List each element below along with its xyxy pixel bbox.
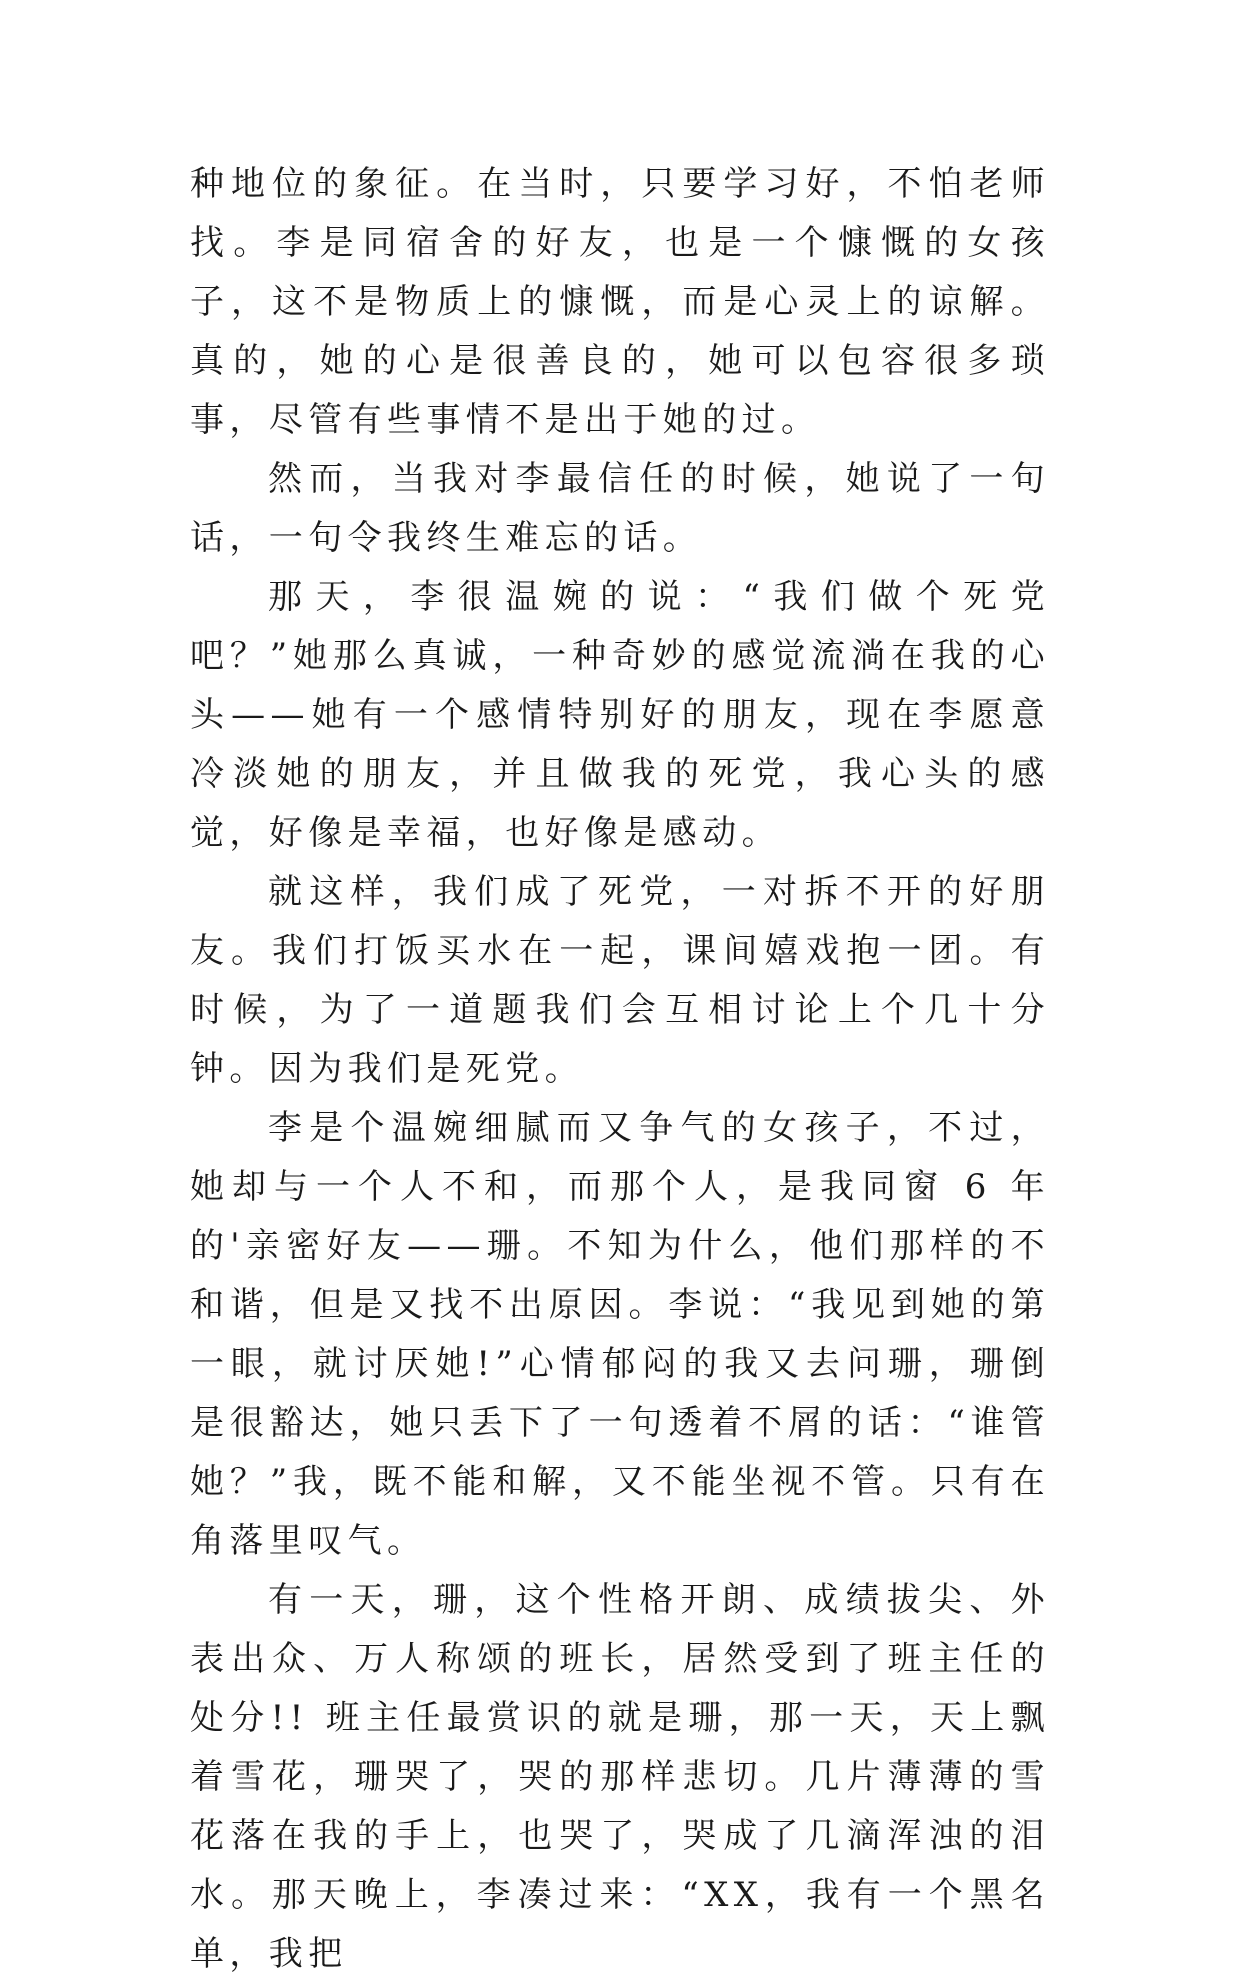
paragraph-3: 那天，李很温婉的说：“我们做个死党吧？”她那么真诚，一种奇妙的感觉流淌在我的心头——她有一个感情特别好的朋友，现在李愿意冷淡她的朋友，并且做我的死党，我心头的感觉，好像是幸福，也好像是感动。 [190,577,1050,853]
document-body [190,155,1050,1984]
paragraph-5: 李是个温婉细腻而又争气的女孩子，不过，她却与一个人不和，而那个人，是我同窗 6 年的'亲密好友——珊。不知为什么，他们那样的不和谐，但是又找不出原因。李说：“我见到她的第一眼，就讨厌她!”心情郁闷的我又去问珊，珊倒是很豁达，她只丢下了一句透着不屑的话：“谁管她？”我，既不能和解，又不能坐视不管。只有在角落里叹气。 [190,1108,1050,1561]
paragraph-6: 有一天，珊，这个性格开朗、成绩拔尖、外表出众、万人称颂的班长，居然受到了班主任的处分!! 班主任最赏识的就是珊，那一天，天上飘着雪花，珊哭了，哭的那样悲切。几片薄薄的雪花落在我的手上，也哭了，哭成了几滴浑浊的泪水。那天晚上，李凑过来：“XX，我有一个黑名单，我把 [190,1580,1050,1974]
paragraph-4: 就这样，我们成了死党，一对拆不开的好朋友。我们打饭买水在一起，课间嬉戏抱一团。有时候，为了一道题我们会互相讨论上个几十分钟。因为我们是死党。 [190,872,1050,1089]
paragraph-2: 然而，当我对李最信任的时候，她说了一句话，一句令我终生难忘的话。 [190,459,1050,558]
paragraph-1: 种地位的象征。在当时，只要学习好，不怕老师找。李是同宿舍的好友，也是一个慷慨的女孩子，这不是物质上的慷慨，而是心灵上的谅解。真的，她的心是很善良的，她可以包容很多琐事，尽管有些事情不是出于她的过。 [190,164,1050,440]
